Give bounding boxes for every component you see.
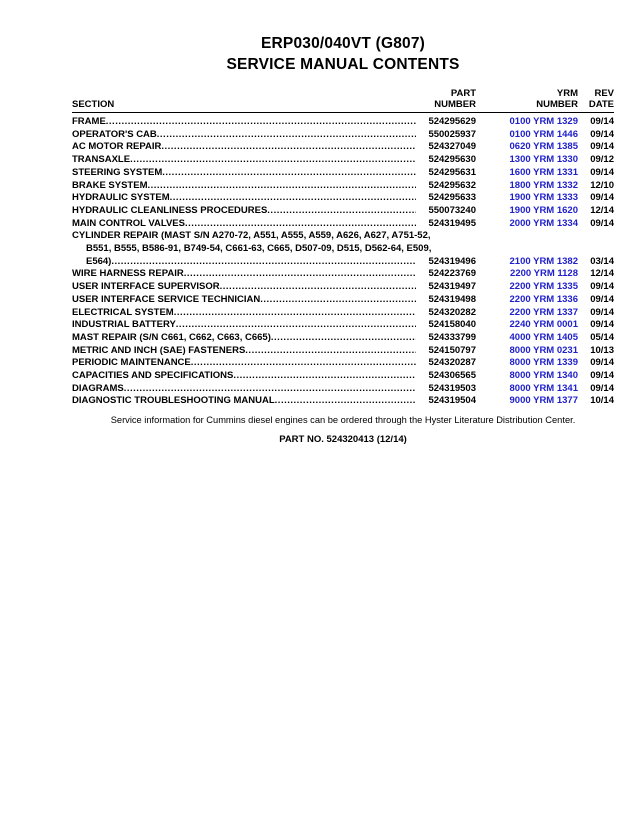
table-row	[72, 383, 614, 396]
column-header-yrm-number: YRM NUMBER	[536, 88, 578, 110]
rev-date: 12/10	[590, 179, 614, 191]
rev-date: 09/14	[590, 281, 614, 293]
table-row	[72, 129, 614, 142]
section-label: DIAGRAMS	[72, 382, 124, 394]
dotted-leader	[260, 294, 416, 307]
table-row	[72, 294, 614, 307]
dotted-leader	[271, 332, 416, 345]
table-row	[72, 256, 614, 269]
yrm-number: 2000 YRM 1334	[509, 217, 578, 229]
table-row	[72, 319, 614, 332]
yrm-number: 2200 YRM 1336	[509, 293, 578, 305]
section-label: MAST REPAIR (S/N C661, C662, C663, C665)	[72, 331, 271, 343]
yrm-number: 9000 YRM 1377	[509, 395, 578, 407]
section-label: HYDRAULIC SYSTEM	[72, 192, 170, 204]
dotted-leader	[111, 256, 416, 269]
yrm-number: 8000 YRM 1340	[509, 370, 578, 382]
table-row	[72, 281, 614, 294]
dotted-leader	[176, 319, 416, 332]
part-number: 524320287	[428, 357, 476, 369]
table-row	[72, 395, 614, 408]
section-label: USER INTERFACE SERVICE TECHNICIAN	[72, 293, 261, 305]
yrm-number: 1900 YRM 1333	[509, 192, 578, 204]
rev-date: 09/14	[590, 166, 614, 178]
footer-note: Service information for Cummins diesel engines can be ordered through the Hyster Literature Distribution Center.	[110, 415, 576, 426]
table-row	[72, 192, 614, 205]
column-header-section: SECTION	[72, 99, 115, 110]
part-number: 524295630	[428, 154, 476, 166]
table-row	[72, 230, 614, 243]
dotted-leader	[130, 154, 416, 167]
dotted-leader	[161, 141, 416, 154]
section-label: CAPACITIES AND SPECIFICATIONS	[72, 370, 234, 382]
table-row	[72, 218, 614, 231]
dotted-leader	[245, 345, 416, 358]
table-of-contents	[72, 116, 614, 408]
yrm-number: 2200 YRM 1128	[510, 268, 578, 280]
section-label: OPERATOR'S CAB	[72, 128, 157, 140]
yrm-number: 0620 YRM 1385	[509, 141, 578, 153]
table-row	[72, 357, 614, 370]
section-label: ELECTRICAL SYSTEM	[72, 306, 174, 318]
rev-date: 10/13	[590, 344, 614, 356]
part-number: 524295631	[428, 166, 476, 178]
part-number: 524223769	[428, 268, 476, 280]
part-number: 524320282	[428, 306, 476, 318]
dotted-leader	[162, 167, 416, 180]
table-row	[72, 205, 614, 218]
rev-date: 09/12	[590, 154, 614, 166]
rev-date: 09/14	[590, 370, 614, 382]
yrm-number: 1300 YRM 1330	[509, 154, 578, 166]
rev-date: 12/14	[590, 204, 614, 216]
yrm-number: 8000 YRM 1339	[509, 357, 578, 369]
table-row	[72, 116, 614, 129]
column-header-rev-date: REV DATE	[588, 88, 614, 110]
contents-title: SERVICE MANUAL CONTENTS	[226, 56, 460, 73]
section-label: HYDRAULIC CLEANLINESS PROCEDURES	[72, 204, 268, 216]
section-label: AC MOTOR REPAIR	[72, 141, 162, 153]
part-number: 524295629	[428, 116, 476, 127]
rev-date: 09/14	[590, 217, 614, 229]
page-title	[72, 33, 614, 75]
rev-date: 09/14	[590, 306, 614, 318]
yrm-number: 0100 YRM 1446	[509, 128, 578, 140]
section-label: STEERING SYSTEM	[72, 166, 163, 178]
rev-date: 09/14	[590, 128, 614, 140]
rev-date: 09/14	[590, 357, 614, 369]
part-number: 524150797	[428, 344, 476, 356]
part-number: 550073240	[428, 204, 476, 216]
dotted-leader	[106, 116, 416, 129]
yrm-number: 1900 YRM 1620	[509, 204, 578, 216]
table-row	[72, 243, 614, 256]
yrm-number: 2240 YRM 0001	[509, 319, 578, 331]
yrm-number: 8000 YRM 0231	[509, 344, 578, 356]
rev-date: 09/14	[590, 293, 614, 305]
dotted-leader	[220, 281, 416, 294]
rev-date: 09/14	[590, 141, 614, 153]
yrm-number: 2200 YRM 1337	[509, 306, 578, 318]
part-number: 524319496	[428, 255, 476, 267]
dotted-leader	[174, 307, 416, 320]
dotted-leader	[267, 205, 416, 218]
part-number: 524319495	[428, 217, 476, 229]
table-header	[72, 88, 614, 113]
part-number: 524295633	[428, 192, 476, 204]
rev-date: 09/14	[590, 116, 614, 127]
section-label: INDUSTRIAL BATTERY	[72, 319, 176, 331]
table-row	[72, 345, 614, 358]
part-number: 524327049	[428, 141, 476, 153]
part-number: 524319503	[428, 382, 476, 394]
table-row	[72, 370, 614, 383]
dotted-leader	[157, 129, 416, 142]
rev-date: 09/14	[590, 382, 614, 394]
dotted-leader	[184, 268, 416, 281]
section-label: METRIC AND INCH (SAE) FASTENERS	[72, 344, 246, 356]
dotted-leader	[191, 357, 416, 370]
part-number: 524158040	[428, 319, 476, 331]
part-number: 550025937	[428, 128, 476, 140]
part-number: 524319497	[428, 281, 476, 293]
model-title: ERP030/040VT (G807)	[260, 35, 426, 52]
yrm-number: 8000 YRM 1341	[509, 382, 578, 394]
part-number: 524319504	[428, 395, 476, 407]
section-label: DIAGNOSTIC TROUBLESHOOTING MANUAL	[72, 395, 275, 407]
table-row	[72, 141, 614, 154]
dotted-leader	[275, 395, 416, 408]
rev-date: 12/14	[590, 268, 614, 280]
part-number-line: PART NO. 524320413 (12/14)	[279, 434, 407, 446]
table-row	[72, 268, 614, 281]
table-row	[72, 307, 614, 320]
table-row	[72, 154, 614, 167]
rev-date: 03/14	[590, 255, 614, 267]
section-label: BRAKE SYSTEM	[72, 179, 148, 191]
column-header-part-number: PART NUMBER	[434, 88, 476, 110]
rev-date: 10/14	[590, 395, 614, 407]
section-label: WIRE HARNESS REPAIR	[72, 268, 184, 280]
section-label: TRANSAXLE	[72, 154, 131, 166]
part-number: 524319498	[428, 293, 476, 305]
rev-date: 05/14	[590, 331, 614, 343]
dotted-leader	[233, 370, 416, 383]
section-label: USER INTERFACE SUPERVISOR	[72, 281, 220, 293]
yrm-number: 2200 YRM 1335	[509, 281, 578, 293]
dotted-leader	[124, 383, 416, 396]
yrm-number: 0100 YRM 1329	[509, 116, 578, 127]
rev-date: 09/14	[590, 319, 614, 331]
table-row	[72, 180, 614, 193]
dotted-leader	[147, 180, 416, 193]
yrm-number: 1600 YRM 1331	[509, 166, 578, 178]
section-label: FRAME	[72, 116, 106, 127]
part-number: 524306565	[428, 370, 476, 382]
section-label: E564)	[86, 255, 112, 267]
rev-date: 09/14	[590, 192, 614, 204]
section-label: CYLINDER REPAIR (MAST S/N A270-72, A551, A555, A559, A626, A627, A751-52,	[72, 230, 431, 242]
section-label: B551, B555, B586-91, B749-54, C661-63, C665, D507-09, D515, D562-64, E509,	[86, 243, 432, 255]
dotted-leader	[170, 192, 416, 205]
yrm-number: 1800 YRM 1332	[509, 179, 578, 191]
section-label: MAIN CONTROL VALVES	[72, 217, 185, 229]
part-number: 524295632	[428, 179, 476, 191]
yrm-number: 2100 YRM 1382	[509, 255, 578, 267]
yrm-number: 4000 YRM 1405	[509, 331, 578, 343]
table-row	[72, 332, 614, 345]
dotted-leader	[185, 218, 416, 231]
section-label: PERIODIC MAINTENANCE	[72, 357, 191, 369]
table-row	[72, 167, 614, 180]
part-number: 524333799	[428, 331, 476, 343]
